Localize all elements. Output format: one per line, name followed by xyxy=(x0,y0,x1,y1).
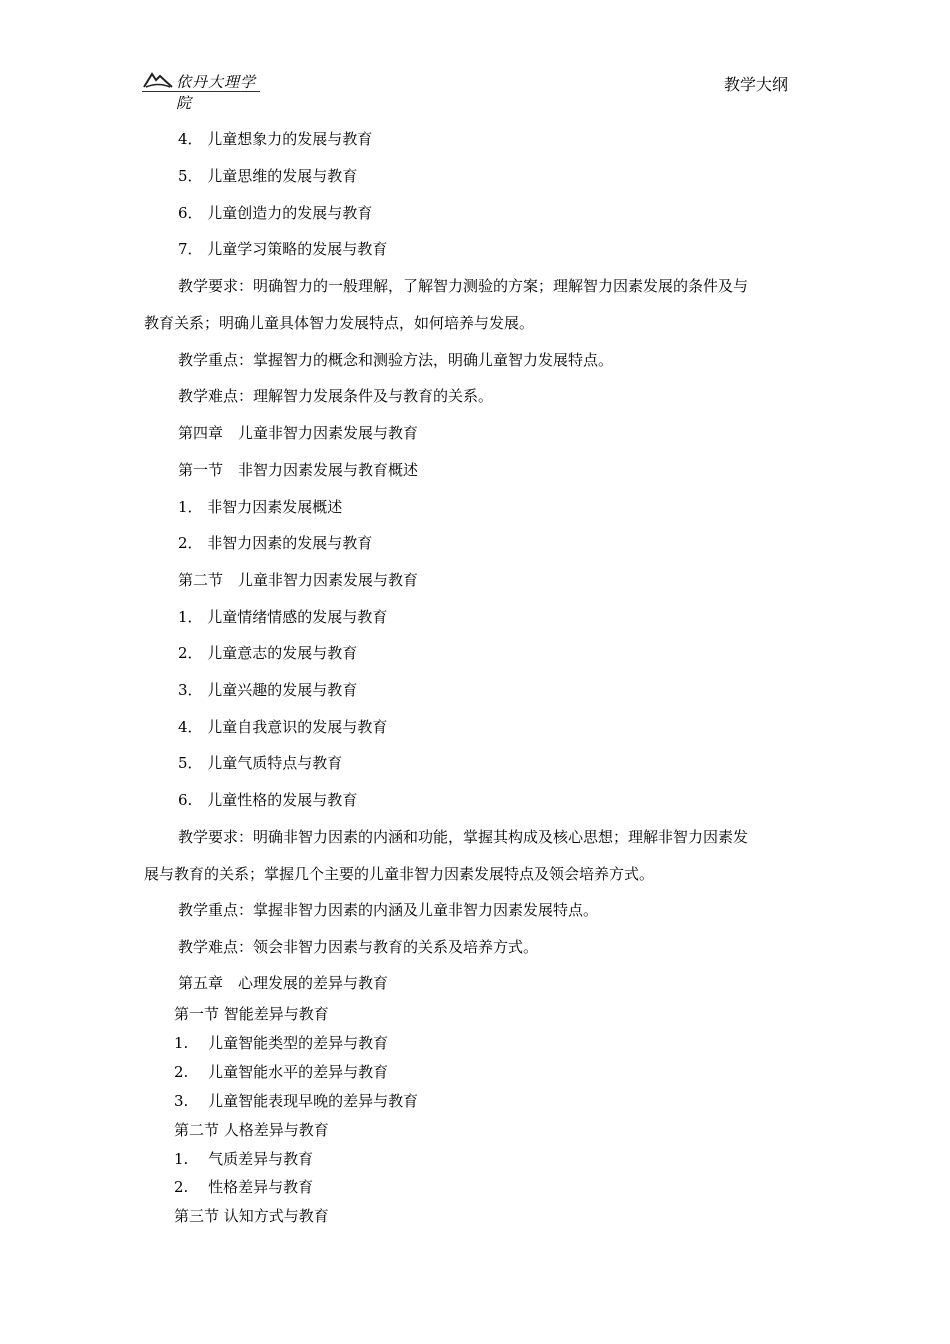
text-line: 1． 儿童情绪情感的发展与教育 xyxy=(178,608,388,626)
text-line: 2． 非智力因素的发展与教育 xyxy=(178,534,373,552)
text-line: 3. 儿童智能表现早晚的差异与教育 xyxy=(174,1092,419,1110)
text-line: 教学要求：明确智力的一般理解，了解智力测验的方案；理解智力因素发展的条件及与 xyxy=(178,277,749,295)
text-line: 第二节 儿童非智力因素发展与教育 xyxy=(178,571,419,589)
text-line: 4． 儿童自我意识的发展与教育 xyxy=(178,718,388,736)
text-line: 1． 非智力因素发展概述 xyxy=(178,498,343,516)
logo-text: 依丹大理学院 xyxy=(176,73,257,112)
text-line: 7． 儿童学习策略的发展与教育 xyxy=(178,240,388,258)
text-line: 第四章 儿童非智力因素发展与教育 xyxy=(178,424,419,442)
text-line: 5． 儿童气质特点与教育 xyxy=(178,754,343,772)
text-line: 2． 儿童意志的发展与教育 xyxy=(178,644,358,662)
text-line: 教学要求：明确非智力因素的内涵和功能，掌握其构成及核心思想；理解非智力因素发 xyxy=(178,828,749,846)
text-line: 第一节 非智力因素发展与教育概述 xyxy=(178,461,419,479)
page-header xyxy=(0,0,950,110)
text-line: 5． 儿童思维的发展与教育 xyxy=(178,167,358,185)
text-line: 教育关系；明确儿童具体智力发展特点，如何培养与发展。 xyxy=(144,314,535,332)
text-line: 2. 儿童智能水平的差异与教育 xyxy=(174,1063,389,1081)
text-line: 6． 儿童创造力的发展与教育 xyxy=(178,204,373,222)
text-line: 第二节 人格差异与教育 xyxy=(174,1121,329,1139)
text-line: 第一节 智能差异与教育 xyxy=(174,1005,329,1023)
university-logo xyxy=(142,70,260,112)
text-line: 第五章 心理发展的差异与教育 xyxy=(178,974,389,992)
text-line: 第三节 认知方式与教育 xyxy=(174,1207,329,1225)
header-title: 教学大纲 xyxy=(724,75,789,94)
logo-emblem-icon xyxy=(142,70,174,90)
text-line: 1. 气质差异与教育 xyxy=(174,1150,314,1168)
text-line: 展与教育的关系；掌握几个主要的儿童非智力因素发展特点及领会培养方式。 xyxy=(144,865,655,883)
text-line: 教学重点：掌握非智力因素的内涵及儿童非智力因素发展特点。 xyxy=(178,901,599,919)
text-line: 6. 儿童性格的发展与教育 xyxy=(178,791,358,809)
text-line: 教学难点：理解智力发展条件及与教育的关系。 xyxy=(178,387,494,405)
text-line: 1. 儿童智能类型的差异与教育 xyxy=(174,1034,389,1052)
text-line: 教学重点：掌握智力的概念和测验方法，明确儿童智力发展特点。 xyxy=(178,351,614,369)
text-line: 4． 儿童想象力的发展与教育 xyxy=(178,130,373,148)
text-line: 2. 性格差异与教育 xyxy=(174,1178,314,1196)
text-line: 3． 儿童兴趣的发展与教育 xyxy=(178,681,358,699)
text-line: 教学难点：领会非智力因素与教育的关系及培养方式。 xyxy=(178,938,539,956)
